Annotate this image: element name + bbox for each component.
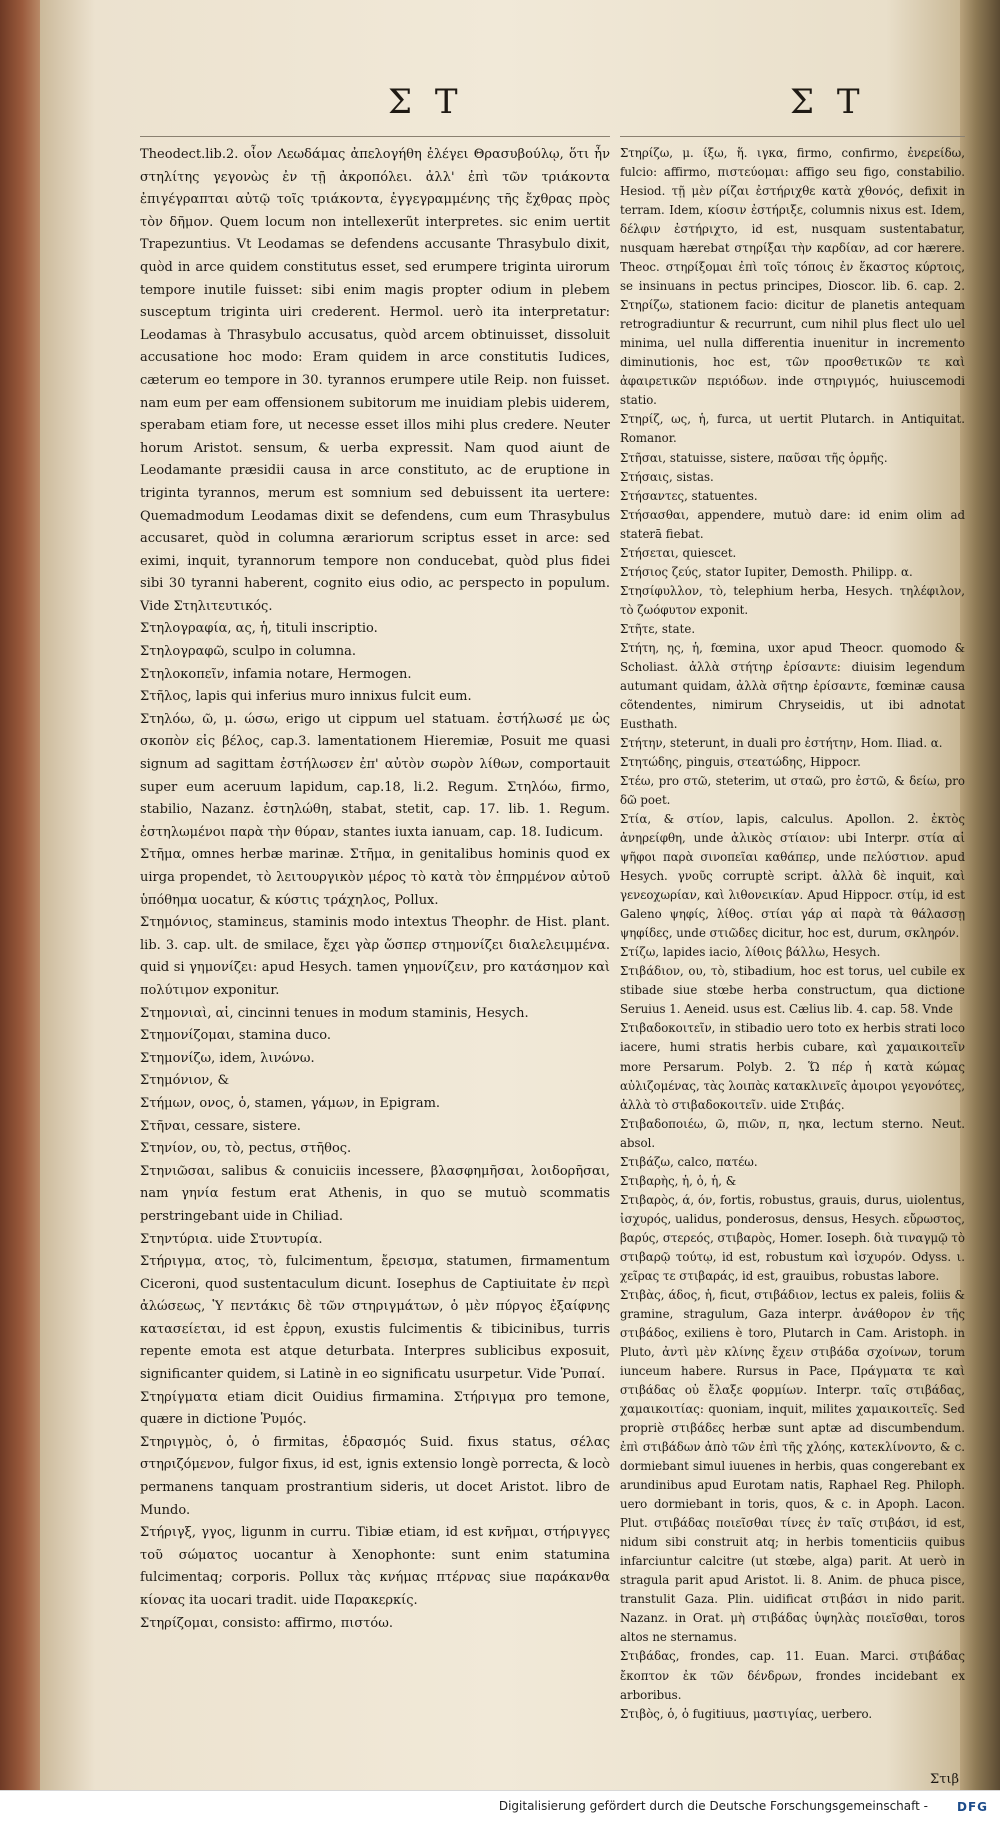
right-column-entry: Στήσεται, quiescet. [620, 545, 737, 560]
right-column-entry: Στηρίζω, μ. ίξω, ἥ. ιγκα, firmo, confirmo, ἐνερείδω, fulcio: affirmo, πιστεύομαι: affigo seu figo, constabilio. Hesiod. τῇ μὲν ρίζαι ἐστήριχθε κατὰ χθονός, defixit in terram. Idem, κίοσιν ἐστήριξε, columnis nixus est. Idem, δέλφιν ἐστήριχτο, id est, nusquam sustentabatur, nusquam hærebat στηρίξαι τὴν καρδίαν, ad cor hærere. Theoc. στηρίξομαι ἐπὶ τοῖς τόποις ἐν ἕκαστος κύρτοις, se insinuans in pectus principes, Dioscor. lib. 6. cap. 2. Στηρίζω, stationem facio: dicitur de planetis antequam retrogradiuntur & recurrunt, cum nihil plus flect ulo uel minima, uel nulla differentia inuenitur in incremento diminutionis, hoc est, τῶν προσθετικῶν τε καὶ ἀφαιρετικῶν περιόδων. inde στηριγμός, huiuscemodi statio. [620, 146, 965, 408]
left-column-entry: Στημόνιον, & [140, 1073, 230, 1089]
right-column-entry: Στίζω, lapides iacio, λίθοις βάλλω, Hesych. [620, 945, 881, 960]
left-column-entry: Στημονιαὶ, αἱ, cincinni tenues in modum staminis, Hesych. [140, 1005, 529, 1021]
running-head-left: Σ Τ [388, 82, 464, 122]
right-column-entry: Στήτη, ης, ἡ, fœmina, uxor apud Theocr. quomodo & Scholiast. ἀλλὰ στήτηρ ἐρίσαντε: diuisim legendum autumant quidam, ἀλλὰ σῆτηρ ἐρίσαντε, fœminæ causa cõtendentes, nimirum Chryseidis, ut ibi adnotat Eusthath. [620, 640, 965, 731]
left-column-entry: Στήμων, ονος, ὁ, stamen, γάμων, in Epigram. [140, 1095, 441, 1111]
right-column-entry: Στήτην, steterunt, in duali pro ἐστήτην, Hom. Iliad. α. [620, 735, 943, 750]
footer-bar [0, 1790, 1000, 1823]
left-column-entry: Στηλοκοπεῖν, infamia notare, Hermogen. [140, 666, 412, 682]
left-column-entry: Στηριγμὸς, ὁ, ὁ firmitas, ἑδρασμός Suid. fixus status, σέλας στηριζόμενον, fulgor fixus, id est, ignis extensio longè porrecta, & locò permanens tanquam prostrantium sideris, ut docet Aristot. libro de Mundo. [140, 1434, 610, 1518]
left-column-entry: Στῆμα, omnes herbæ marinæ. Στῆμα, in genitalibus hominis quod ex uirga propendet, τὸ λειτουργικὸν μέρος τὸ κατὰ τὸν ἐπηρμένον αὐτοῦ ὑπόθημα uocatur, & κύστις τράχηλος, Pollux. [140, 847, 610, 908]
right-column-entry: Στιβὸς, ὁ, ὁ fugitiuus, μαστιγίας, uerbero. [620, 1706, 873, 1721]
left-column [140, 144, 610, 1635]
right-column-entry: Στιβαρὸς, ά, όν, fortis, robustus, grauis, durus, uiolentus, ἰσχυρός, ualidus, ponderosus, densus, Hesych. εὔρωστος, βαρύς, στερεός, στιβαρὸς, Homer. Ioseph. διὰ τιναγμῷ τὸ στιβαρῷ τούτῳ, id est, robustum καὶ ἰσχυρόν. Odyss. ι. χεῖρας τε στιβαράς, id est, grauibus, robustas labore. [620, 1192, 965, 1283]
left-column-entry: Στηνίον, ου, τὸ, pectus, στῆθος. [140, 1141, 352, 1157]
left-column-entry: Στηνιῶσαι, salibus & conuiciis incessere, βλασφημῆσαι, λοιδορῆσαι, nam γηνία festum erat Athenis, in quo se mutuò scommatis perstringebant uide in Chiliad. [140, 1163, 610, 1224]
header-rule-left [140, 136, 610, 137]
right-column-entry: Στιβὰς, άδος, ἡ, ficut, στιβάδιον, lectus ex paleis, foliis & gramine, stragulum, Gaza interpr. ἀνάθορον ἐν τῆς στιβάδος, exiliens è toro, Plutarch in Cam. Aristoph. in Pluto, ἀντὶ μὲν κλίνης ἔχειν στιβάδα σχοίνων, torum iunceum habere. Rursus in Pace, Πράγματα τε καὶ στιβάδας οὐ ἔλαξε φορμίων. Interpr. ταῖς στιβάδας, χαμαικοιτίας: quoniam, inquit, milites χαμαικοιτεῖς. Sed propriè στιβάδες herbæ sunt aptæ ad discumbendum. ἐπὶ στιβάδων ἀπὸ τῶν ἐπὶ τῆς χλόης, κατεκλίνοντο, & c. dormiebant simul iuuenes in herbis, quas congerebant ex arundinibus apud Eurotam natis, Raphael Reg. Philoph. uero dormiebant in toris, quos, & c. in Apoph. Lacon. Plut. στιβάδας ποιεῖσθαι τίνες ἐν ταῖς στιβάσι, id est, nidum sibi construit atq; in herbis tomenticiis quibus infarciuntur calcitre (ut stœbe, alga) parit. At uerò in stragula parit apud Aristot. li. 8. Anim. de phuca pisce, transtulit Gaza. Plin. uidificat στιβάσι in nido parit. Nazanz. in Orat. μὴ στιβάδας ὑψηλὰς ποιεῖσθαι, toros altos ne sternamus. [620, 1287, 965, 1645]
right-column-entry: Στήσιος ζεύς, stator Iupiter, Demosth. Philipp. α. [620, 564, 913, 579]
book-spine-left [0, 0, 40, 1790]
left-column-entry: Στημονίζομαι, stamina duco. [140, 1028, 332, 1044]
right-column-entry: Στησίφυλλον, τὸ, telephium herba, Hesych. τηλέφιλον, τὸ ζωόφυτον exponit. [620, 583, 965, 617]
right-column-entry: Στήσαις, sistas. [620, 469, 714, 484]
left-column-entry: Στηρίγματα etiam dicit Ouidius firmamina. Στήριγμα pro temone, quære in dictione Ῥυμός. [140, 1389, 610, 1428]
right-column-entry: Στιβάδιον, ου, τὸ, stibadium, hoc est torus, uel cubile ex stibade siue stœbe herba constructum, qua dictione Seruius 1. Aeneid. usus est. Cælius lib. 4. cap. 58. Vnde [620, 964, 965, 1017]
facing-page-edge [960, 0, 1000, 1790]
right-column-entry: Στιβάζω, calco, πατέω. [620, 1154, 758, 1169]
left-column-entry: Theodect.lib.2. οἶον Λεωδάμας ἀπελογήθη ἐλέγει Θρασυβούλῳ, ὅτι ἦν στηλίτης γεγονὼς ἐν τῇ ἀκροπόλει. ἀλλ' ἐπὶ τῶν τριάκοντα ἐπιγέγραπται αὐτῷ τοῖς τριάκοντα, ἐγγεγραμμένης τῆς ἔχθρας πρὸς τὸν δῆμον. Quem locum non intellexerũt interpretes. sic enim uertit Trapezuntius. Vt Leodamas se defendens accusante Thrasybulo dixit, quòd in arce quidem constitutus esset, sed erumpere triginta uirorum tempore inutile fuisset: sibi enim magis propter odium in plebem susceptum triginta uiri crederent. Hermol. uerò ita interpretatur: Leodamas à Thrasybulo accusatus, quòd arcem obtinuisset, dissoluit accusatione hoc modo: Eram quidem in arce constitutis Iudices, cæterum eo tempore in 30. tyrannos erumpere utile Reip. non fuisset. nam eum per eam offensionem subitorum me inuidiam plebis uiderem, sperabam etiam fore, ut necesse esset illos mihi plus credere. Neuter horum Aristot. sensum, & uerba expressit. Nam quod aiunt de Leodamante præsidii causa in arce constituto, ac de eruptione in triginta tyrannos, merum est somnium sed debuissent ita uertere: Quemadmodum Leodamas dixit se defendens, cum eum Thrasybulus accusaret, quòd in columna ærariorum scriptus esset in arce: sed eximi, inquit, tyrannorum tempore non conducebat, quòd plus fidei sibi 30 tyranni haberent, cognito eius odio, ac perspecto in populum. Vide Στηλιτευτικός. [140, 147, 610, 614]
left-column-entry: Στήριγξ, γγος, ligunm in curru. Tibiæ etiam, id est κνῆμαι, στήριγγες τοῦ σώματος uocantur à Xenophonte: sunt enim statumina fulcimentaq; corporis. Pollux τὰς κνήμας πτέρνας siue παράκανθα κίονας ita uocari tradit. uide Παρακερκίς. [140, 1525, 610, 1608]
right-column-entry: Στία, & στίον, lapis, calculus. Apollon. 2. ἐκτὸς ἀνηρείφθη, unde ἀλικὸς στίαιον: ubi Interpr. στία αἱ ψῆφοι παρὰ σινοπεῖαι καθάπερ, unde πελύστιον. apud Hesych. γνοῦς corruptè script. ἀλλὰ δὲ inquit, καὶ γενεοχωρίαν, καὶ λιθονεικίαν. Apud Hippocr. στίμ, id est Galeno ψηφίς, λίθος. στίαι γάρ αἱ παρὰ τὰ θάλασσῃ ψηφίδες, unde στιῶδες dicitur, hoc est, durum, σκληρόν. [620, 812, 965, 941]
catchword: Στιβ [930, 1772, 959, 1787]
right-column-entry: Στηρίζ, ως, ἡ, furca, ut uertit Plutarch. in Antiquitat. Romanor. [620, 412, 965, 446]
left-column-entry: Στῆναι, cessare, sistere. [140, 1118, 301, 1134]
left-column-entry: Στηλόω, ῶ, μ. ώσω, erigo ut cippum uel statuam. ἐστήλωσέ με ὡς σκοπὸν εἰς βέλος, cap.3. lamentationem Hieremiæ, Posuit me quasi signum ad sagittam ἐστήλωσεν ἐπ' αὐτὸν σωρὸν λίθων, comportauit super eum aceruum lapidum, cap.18, li.2. Regum. Στηλόω, firmo, stabilio, Nazanz. ἐστηλώθη, stabat, stetit, cap. 17. lib. 1. Regum. ἐστηλωμένοι παρὰ τὴν θύραν, stantes iuxta ianuam, cap. 18. Iudicum. [140, 711, 610, 840]
left-column-entry: Στήριγμα, ατος, τὸ, fulcimentum, ἔρεισμα, statumen, firmamentum Ciceroni, quod sustentaculum dicunt. Iosephus de Captiuitate ἐν περὶ ἀλώσεως, Ὑ πεντάκις δὲ τῶν στηριγμάτων, ὁ μὲν πύργος ἐξαίφνης κατασείεται, id est ἐρρυη, exustis fulcimentis & tibicinibus, turris repente emota est atque deturbata. Interpres sublicibus exposuit, significanter quidem, si Latinè in eo significatu usurpetur. Vide Ῥυπαί. [140, 1254, 610, 1383]
right-column-entry: Στήσαντες, statuentes. [620, 488, 758, 503]
header-rule-right [620, 136, 965, 137]
right-column-entry: Στιβαδοποιέω, ῶ, πιῶν, π, ηκα, lectum sterno. Neut. absol. [620, 1116, 965, 1150]
right-column-entry: Στῆτε, state. [620, 621, 696, 636]
left-column-entry: Στῆλος, lapis qui inferius muro innixus fulcit eum. [140, 689, 472, 705]
right-column-entry: Στιβαδοκοιτεῖν, in stibadio uero toto ex herbis strati loco iacere, humi stratis herbis cubare, καὶ χαμαικοιτεῖν more Persarum. Polyb. 2. Ὥ πέρ ἡ κατὰ κώμας αὐλιζομένας, τὰς λοιπὰς κατακλινεῖς ἀμοιροι γεγονότες, ἀλλὰ τὸ στιβαδοκοιτεῖν. uide Στιβάς. [620, 1021, 965, 1112]
left-column-entry: Στηρίζομαι, consisto: affirmo, πιστόω. [140, 1615, 393, 1631]
running-head-right: Σ Τ [790, 82, 866, 122]
left-column-entry: Στηλογραφῶ, sculpo in columna. [140, 644, 357, 660]
right-column-entry: Στῆσαι, statuisse, sistere, παῦσαι τῆς ὁρμῆς. [620, 450, 888, 465]
funding-notice: Digitalisierung gefördert durch die Deutsche Forschungsgemeinschaft - [498, 1799, 928, 1813]
right-column-entry: Στητώδης, pinguis, στεατώδης, Hippocr. [620, 755, 861, 769]
right-column [620, 144, 965, 1724]
left-column-entry: Στημόνιος, staminεus, staminis modo intextus Theophr. de Hist. plant. lib. 3. cap. ult. de smilace, ἔχει γὰρ ὥσπερ στημονίζει διαλελειμμένα. quid si γημονίζει: apud Hesych. tamen γημονίζειν, pro κατάσημον καὶ πολύτιμον exponitur. [140, 915, 610, 998]
left-column-entry: Στημονίζω, idem, λινώνω. [140, 1050, 315, 1066]
right-column-entry: Στιβαρὴς, ἡ, ὁ, ἡ, & [620, 1173, 737, 1188]
left-column-entry: Στηλογραφία, ας, ἡ, tituli inscriptio. [140, 621, 378, 637]
right-column-entry: Στήσασθαι, appendere, mutuò dare: id enim olim ad staterā fiebat. [620, 507, 965, 541]
dfg-logo: DFG [956, 1800, 988, 1814]
left-column-entry: Στηντύρια. uide Στυντυρία. [140, 1231, 323, 1247]
right-column-entry: Στιβάδας, frondes, cap. 11. Euan. Marci. στιβάδας ἔκοπτον ἐκ τῶν δένδρων, frondes incidebant ex arboribus. [620, 1649, 965, 1702]
right-column-entry: Στέω, pro στῶ, steterim, ut σταῶ, pro ἐστῶ, & δείω, pro δῶ poet. [620, 774, 965, 808]
